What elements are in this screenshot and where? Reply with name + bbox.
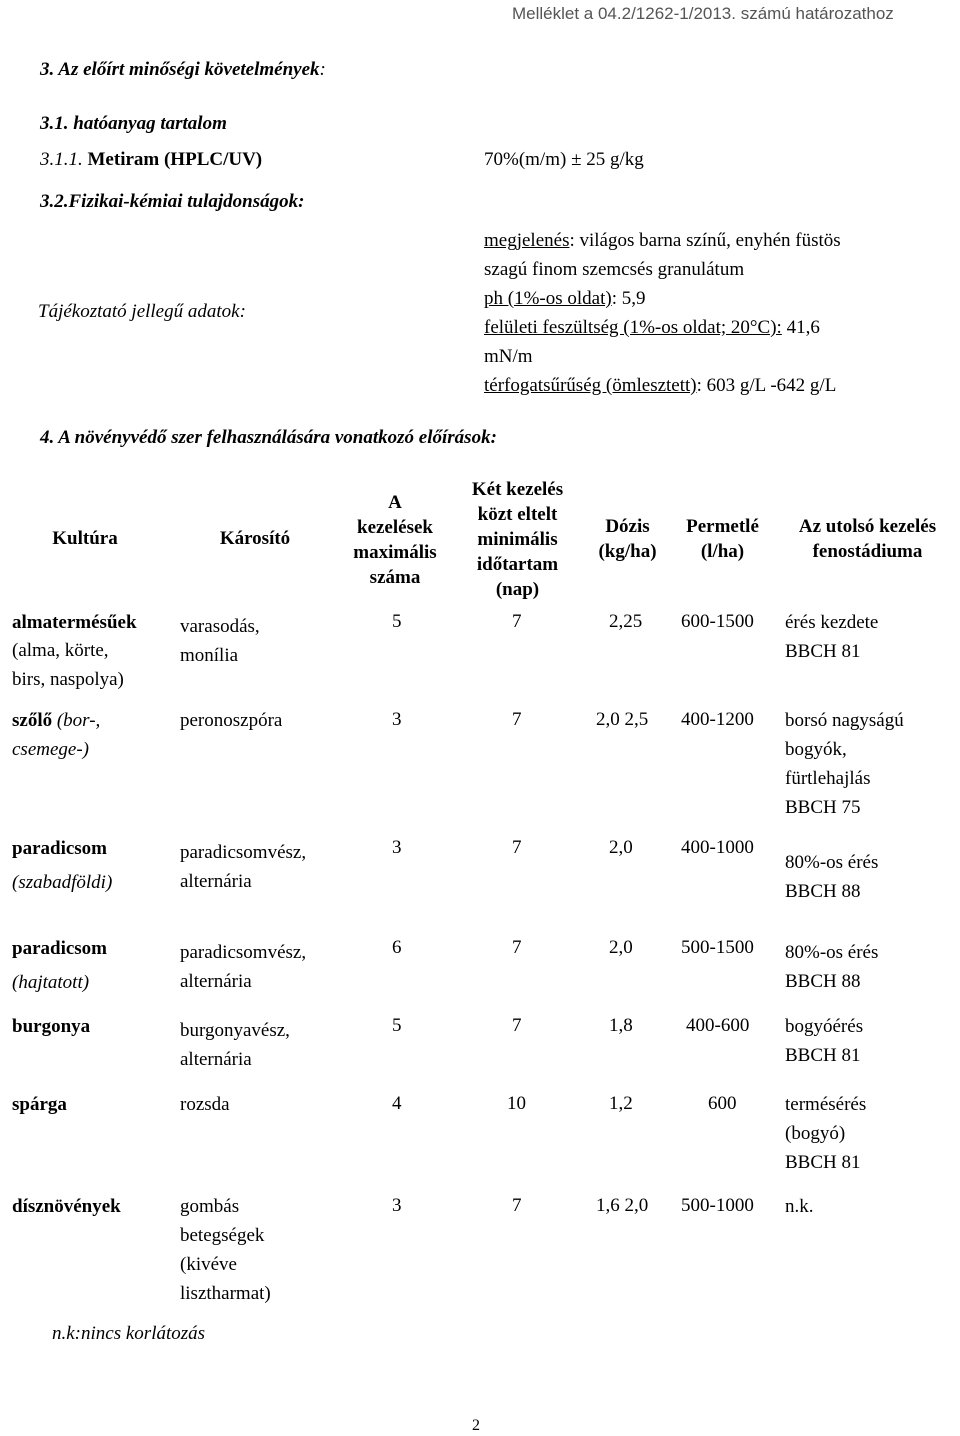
culture-note: (bor-,: [52, 710, 101, 731]
header-last-treatment-stage: [775, 514, 960, 564]
dose-value: 1,6 2,0: [596, 1195, 649, 1216]
section-4-title: 4. A növényvédő szer felhasználására vonatkozó előírások:: [40, 427, 497, 448]
stage-text: bogyóérés: [785, 1016, 864, 1037]
header-count-line: maximális: [353, 542, 437, 563]
pest-name: varasodás,: [180, 616, 260, 637]
stage-text: érés kezdete: [785, 612, 879, 633]
section-3-title-colon: :: [319, 59, 326, 80]
culture-note: (szabadföldi): [12, 872, 113, 893]
active-ingredient-name: Metiram (HPLC/UV): [87, 149, 263, 170]
treatment-count: 5: [392, 611, 402, 632]
spray-volume: 400-1200: [681, 709, 754, 730]
active-ingredient-content: 70%(m/m) ± 25 g/kg: [484, 149, 644, 170]
treatment-count: 3: [392, 709, 402, 730]
section-3-1-1-line: [40, 146, 262, 174]
appearance-line: [484, 226, 841, 255]
dose-value: 2,0: [609, 937, 633, 958]
spray-volume: 400-1000: [681, 837, 754, 858]
appearance-line-2: szagú finom szemcsés granulátum: [484, 259, 745, 280]
interval-days: 7: [512, 1195, 522, 1216]
section-3-2-title: 3.2.Fizikai-kémiai tulajdonságok:: [40, 191, 305, 212]
stage-text: BBCH 88: [785, 971, 861, 992]
section-3-title-text: 3. Az előírt minőségi követelmények: [40, 59, 320, 80]
culture-note: (alma, körte,: [12, 640, 109, 661]
spray-volume: 500-1500: [681, 937, 754, 958]
stage-text: BBCH 88: [785, 881, 861, 902]
dose-value: 2,25: [609, 611, 643, 632]
density-value: : 603 g/L -642 g/L: [696, 375, 837, 396]
stage-text: BBCH 75: [785, 797, 861, 818]
stage-text: borsó nagyságú: [785, 710, 904, 731]
header-treatment-count: [335, 490, 455, 590]
header-interval-line: időtartam: [476, 554, 559, 575]
properties-block: [484, 226, 841, 400]
treatment-count: 4: [392, 1093, 402, 1114]
treatment-count: 3: [392, 1195, 402, 1216]
interval-days: 7: [512, 611, 522, 632]
interval-days: 7: [512, 1015, 522, 1036]
stage-text: bogyók,: [785, 739, 847, 760]
header-stage-line: Az utolsó kezelés: [798, 516, 937, 537]
interval-days: 7: [512, 937, 522, 958]
density-key: térfogatsűrűség (ömlesztett): [484, 375, 697, 396]
culture-name: almatermésűek: [12, 612, 137, 633]
spray-volume: 600: [708, 1093, 737, 1114]
pest-name: burgonyavész,: [180, 1020, 290, 1041]
stage-text: BBCH 81: [785, 1152, 861, 1173]
header-stage-line: fenostádiuma: [812, 541, 923, 562]
surface-tension-line: [484, 313, 841, 342]
header-interval-line: minimális: [477, 529, 558, 550]
header-spray-line: Permetlé: [686, 516, 759, 537]
pest-name: betegségek: [180, 1225, 265, 1246]
density-line: [484, 371, 841, 400]
header-culture: Kultúra: [52, 528, 118, 549]
section-3-1-title: 3.1. hatóanyag tartalom: [40, 113, 227, 134]
header-count-line: száma: [369, 567, 421, 588]
surface-tension-unit: mN/m: [484, 346, 533, 367]
pest-name: paradicsomvész,: [180, 842, 307, 863]
pest-name: monília: [180, 645, 239, 666]
header-interval-line: Két kezelés: [471, 479, 564, 500]
header-pest: Károsító: [219, 528, 291, 549]
stage-text: BBCH 81: [785, 641, 861, 662]
appearance-key: megjelenés: [484, 230, 570, 251]
interval-days: 10: [507, 1093, 526, 1114]
header-dose-line: (kg/ha): [598, 541, 657, 562]
pest-name: rozsda: [180, 1094, 230, 1115]
header-interval: [450, 477, 585, 602]
culture-name: paradicsom: [12, 938, 107, 959]
ph-value: : 5,9: [611, 288, 646, 309]
info-label: Tájékoztató jellegű adatok:: [38, 301, 246, 322]
stage-text: BBCH 81: [785, 1045, 861, 1066]
pest-name: gombás: [180, 1196, 240, 1217]
dose-value: 1,2: [609, 1093, 633, 1114]
culture-cell: [12, 706, 100, 735]
pest-name: paradicsomvész,: [180, 942, 307, 963]
surface-tension-value: 41,6: [781, 317, 820, 338]
section-3-1-1-number: 3.1.1.: [40, 149, 83, 170]
stage-text: n.k.: [785, 1196, 814, 1217]
page-number: 2: [472, 1417, 480, 1434]
header-dose-line: Dózis: [605, 516, 650, 537]
pest-name: lisztharmat): [180, 1283, 271, 1304]
pest-name: alternária: [180, 871, 252, 892]
footnote: n.k:nincs korlátozás: [52, 1323, 206, 1344]
culture-name: dísznövények: [12, 1196, 121, 1217]
pest-name: peronoszpóra: [180, 710, 283, 731]
culture-name: spárga: [12, 1094, 67, 1115]
dose-value: 1,8: [609, 1015, 633, 1036]
interval-days: 7: [512, 837, 522, 858]
interval-days: 7: [512, 709, 522, 730]
ph-key: ph (1%-os oldat): [484, 288, 612, 309]
section-3-title: [40, 56, 326, 84]
culture-note: csemege-): [12, 739, 90, 760]
stage-text: (bogyó): [785, 1123, 846, 1144]
treatment-count: 5: [392, 1015, 402, 1036]
dose-value: 2,0 2,5: [596, 709, 649, 730]
stage-text: 80%-os érés: [785, 852, 879, 873]
culture-note: birs, naspolya): [12, 669, 124, 690]
header-dose: [580, 514, 675, 564]
header-spray-line: (l/ha): [700, 541, 745, 562]
culture-name: szőlő: [12, 710, 53, 731]
appearance-value: : világos barna színű, enyhén füstös: [569, 230, 841, 251]
dose-value: 2,0: [609, 837, 633, 858]
pest-name: alternária: [180, 1049, 252, 1070]
stage-text: fürtlehajlás: [785, 768, 871, 789]
header-count-line: A: [388, 492, 402, 513]
stage-text: 80%-os érés: [785, 942, 879, 963]
stage-text: termésérés: [785, 1094, 867, 1115]
spray-volume: 400-600: [686, 1015, 750, 1036]
culture-name: burgonya: [12, 1016, 91, 1037]
pest-name: alternária: [180, 971, 252, 992]
spray-volume: 500-1000: [681, 1195, 754, 1216]
header-interval-line: közt eltelt: [477, 504, 558, 525]
ph-line: [484, 284, 841, 313]
header-interval-line: (nap): [495, 579, 540, 600]
header-count-line: kezelések: [357, 517, 433, 538]
culture-note: (hajtatott): [12, 972, 90, 993]
annex-reference: Melléklet a 04.2/1262-1/2013. számú határozathoz: [512, 4, 894, 23]
surface-tension-key: felületi feszültség (1%-os oldat; 20°C):: [484, 317, 782, 338]
spray-volume: 600-1500: [681, 611, 754, 632]
culture-name: paradicsom: [12, 838, 107, 859]
treatment-count: 6: [392, 937, 402, 958]
header-spray-volume: [670, 514, 775, 564]
treatment-count: 3: [392, 837, 402, 858]
pest-name: (kivéve: [180, 1254, 237, 1275]
